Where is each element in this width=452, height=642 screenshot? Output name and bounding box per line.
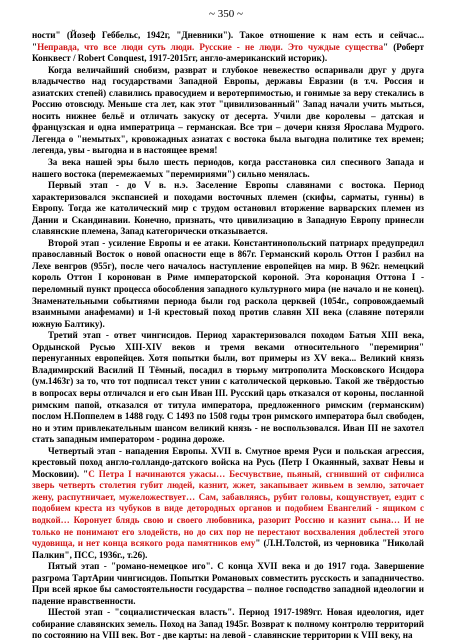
tolstoy-attribution: " (Л.Н.Толстой, из черновика "Николай Палкин", ПСС, 1936г., т.26). — [32, 538, 424, 560]
paragraph-stage-one: Первый этап - до V в. н.э. Заселение Европы славянами с востока. Период характеризовался экспансией и походами восточных племен (скифы, сарматы, гунны) в Европу. Тогда же католический мир с трудом остановил вторжение варварских племен из Дании и Скандинавии. Конечно, признать, что цивилизацию в Западную Европу принесли славянские племена, Запад категорически отказывается. — [32, 180, 424, 237]
paragraph-stage-four — [32, 446, 424, 561]
goebbels-quote-tail: ности" (Йозеф Геббельс, 1942г, "Дневники"). Такое отношение к нам есть и сейчас... " — [32, 30, 424, 52]
page-number: ~ 350 ~ — [209, 8, 243, 20]
stage-four-intro: Четвертый этап - нападения Европы. XVII в. Смутное время Руси и польская агрессия, крестовый поход англо-голландо-датского войска на Русь (Петр I Окаянный, захват Невы и Московии). " — [32, 445, 424, 479]
paragraph-stage-five: Пятый этап - "романо-немецкое иго". С конца XVII века и до 1917 года. Завершение разгрома ТартАрии чингисидов. Попытки Романовых совместить русскость и западничество. При всей яркое бы самостоятельности государства – полное господство западной идеологии и падение нравственности. — [32, 561, 424, 606]
paragraph-stage-six: Шестой этап - "социалистическая власть". Период 1917-1989гг. Новая идеология, идет собирание славянских земель. Поход на Запад 1945г. Возврат к полному контролю территорий по состоянию на VIII век. Вот - две карты: на левой - славянские территории к VIII веку, на — [32, 607, 424, 641]
paragraph-stage-two: Второй этап - усиление Европы и ее атаки. Константинопольский патриарх предупредил православный Восток о новой опасности еще в 867г. Германский король Оттон I разбил на Лехе венгров (955г), после чего началось наступление европейцев на мир. В 962г. немецкий король Оттон I коронован в Риме императорской короной. Эта коронация Оттона I - переломный пункт процесса обособления западного культурного мира (не начало и не конец). Знаменательными событиями периода были год раскола церквей (1054г., сопровождаемый взаимными анафемами) и 1-й крестовый поход против славян XII века (славяне потеряли южную Балтику). — [32, 237, 424, 329]
conquest-attribution: " (Роберт Конквест / Robert Conquest, 1917-2015гг, англо-американский историк). — [32, 41, 424, 64]
tolstoy-quote-highlight: С Петра I начинаются ужасы… Бесчувствие, пьяный, сгнивший от сифилиса зверь четверть столетия губит людей, казнит, жжет, закапывает живьем в землю, заточает жену, распутничает, мужеложествует… Сам, забавляясь, рубит головы, кощунствует, ездит с подобием креста из чубуков в виде детородных органов и подобием Евангелий - ящиком с водкой… Коронует блядь свою и своего любовника, разорит Россию и казнит сына… И не только не понимают его злодейств, но до сих пор не перестают восхваления доблестей этого чудовища, и нет конца всякого рода памятников ему — [32, 468, 424, 549]
document-body — [32, 30, 424, 642]
paragraph-stage-three: Третий этап - ответ чингисидов. Период характеризовался походом Батыя XIII века, Ордынской Русью XIII-XIV веков и тремя веками относительного "перемирия" перенуганных европейцев. Хотя попытки были, вот примеры из XV века... Великий князь Владимирский Василий II Тёмный, посадил в тюрьму митрополита Московского Исидора (ум.1463г) за то, что тот подписал текст унии с католической церковью. Такой же твёрдостью в вопросах веры отличался и его сын Иван III. Русский царь отказался от короны, посланной римским папой, отказался от титула императора, предложенного римским (германским) послом Н.Поппелем в 1488 году. С 1493 по 1508 годы трон римского императора был свободен, но и этим привлекательным шансом великий князь - не воспользовался. Иван III не захотел стать западным императором - родина дороже. — [32, 330, 424, 445]
paragraph-europe-vs-eurasia: Когда величайший снобизм, разврат и глубокое невежество оспаривали друг у друга владычество над государствами Западной Европы, державы Евразии (в т.ч. Россия и азиатских степей) славились правосудием и веротерпимостью, и гонимые за веру стекались в Россию отовсюду. Меньше ста лет, как этот "цивилизованный" Запад начали учить мыться, носить нижнее бельё и отличать закуску от десерта. Учили две королевы – датская и французская и одна императрица – германская. Все три – дочери князя Ярослава Мудрого. Легенда о "немытых", кровожадных азиатах с востока была выгодна политике тех времен; легенда, увы - выгодна и в настоящее время! — [32, 64, 424, 156]
paragraph-goebbels-conquest — [32, 30, 424, 65]
paragraph-six-periods-intro: За века нашей эры было шесть периодов, когда расстановка сил спесивого Запада и нашего востока (перемежаемых "перемириями") сильно менялась. — [32, 157, 424, 179]
conquest-quote-highlight: Неправда, что все люди суть люди. Русские - не люди. Это чуждые существа — [37, 41, 384, 52]
